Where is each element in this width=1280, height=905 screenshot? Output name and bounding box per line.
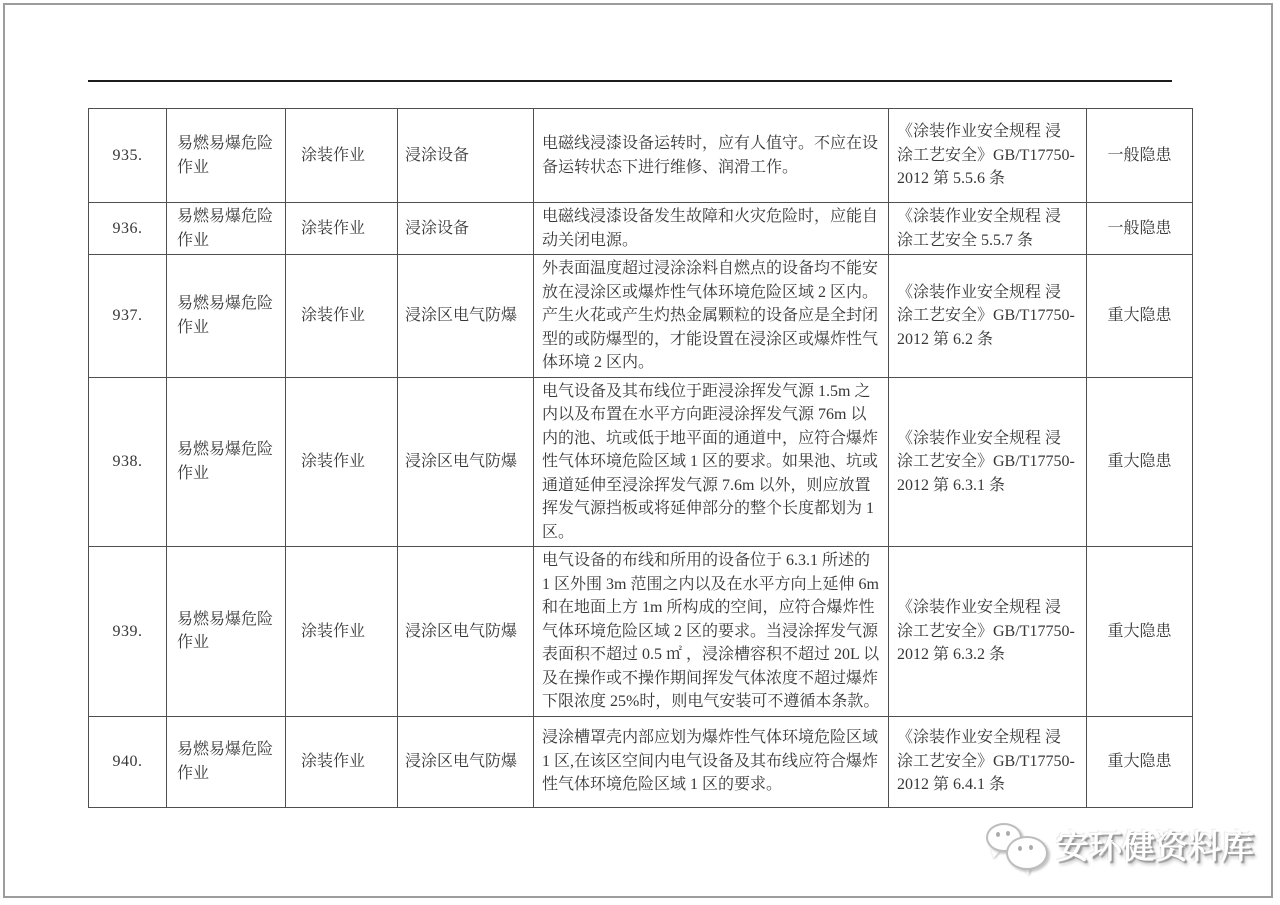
hazard-checklist-table — [88, 108, 1193, 808]
level-cell: 重大隐患 — [1087, 547, 1193, 717]
basis-cell: 《涂装作业安全规程 浸涂工艺安全》GB/T17750-2012 第 6.2 条 — [889, 255, 1087, 378]
item-cell: 浸涂区电气防爆 — [398, 547, 534, 717]
serial-cell: 940. — [89, 716, 167, 807]
serial-cell: 938. — [89, 377, 167, 547]
item-cell: 浸涂区电气防爆 — [398, 716, 534, 807]
item-cell: 浸涂设备 — [398, 203, 534, 255]
level-cell: 重大隐患 — [1087, 716, 1193, 807]
watermark-brand-text: 安环健资料库 — [1056, 827, 1254, 865]
operation-cell: 涂装作业 — [286, 547, 398, 717]
table-row — [89, 109, 1193, 203]
serial-cell: 937. — [89, 255, 167, 378]
operation-cell: 涂装作业 — [286, 109, 398, 203]
serial-cell: 936. — [89, 203, 167, 255]
description-cell: 电气设备的布线和所用的设备位于 6.3.1 所述的 1 区外围 3m 范围之内以及在水平方向上延伸 6m 和在地面上方 1m 所构成的空间，应符合爆炸性气体环境危险区域 2 区的要求。当浸涂挥发气源表面积不超过 0.5 ㎡ ，浸涂槽容积不超过 20L 以及在操作或不操作期间挥发气体浓度不超过爆炸下限浓度 25%时，则电气安装可不遵循本条款。 — [534, 547, 889, 717]
basis-cell: 《涂装作业安全规程 浸涂工艺安全》GB/T17750-2012 第 6.3.1 条 — [889, 377, 1087, 547]
item-cell: 浸涂区电气防爆 — [398, 255, 534, 378]
operation-cell: 涂装作业 — [286, 203, 398, 255]
basis-cell: 《涂装作业安全规程 浸涂工艺安全》GB/T17750-2012 第 6.3.2 条 — [889, 547, 1087, 717]
table-row — [89, 547, 1193, 717]
description-cell: 电气设备及其布线位于距浸涂挥发气源 1.5m 之内以及布置在水平方向距浸涂挥发气源 76m 以内的池、坑或低于地平面的通道中，应符合爆炸性气体环境危险区域 1 区的要求。如果池、坑或通道延伸至浸涂挥发气源 7.6m 以外，则应放置挥发气源挡板或将延伸部分的整个长度都划为 1 区。 — [534, 377, 889, 547]
table-row — [89, 255, 1193, 378]
description-cell: 浸涂槽罩壳内部应划为爆炸性气体环境危险区域 1 区,在该区空间内电气设备及其布线应符合爆炸性气体环境危险区域 1 区的要求。 — [534, 716, 889, 807]
item-cell: 浸涂设备 — [398, 109, 534, 203]
table-row — [89, 377, 1193, 547]
category-cell: 易燃易爆危险作业 — [167, 716, 286, 807]
description-cell: 电磁线浸漆设备发生故障和火灾危险时，应能自动关闭电源。 — [534, 203, 889, 255]
category-cell: 易燃易爆危险作业 — [167, 109, 286, 203]
level-cell: 一般隐患 — [1087, 109, 1193, 203]
level-cell: 一般隐患 — [1087, 203, 1193, 255]
serial-cell: 939. — [89, 547, 167, 717]
wechat-icon — [983, 820, 1047, 872]
table-row — [89, 716, 1193, 807]
table-row — [89, 203, 1193, 255]
level-cell: 重大隐患 — [1087, 377, 1193, 547]
operation-cell: 涂装作业 — [286, 377, 398, 547]
operation-cell: 涂装作业 — [286, 255, 398, 378]
header-rule — [88, 80, 1172, 82]
level-cell: 重大隐患 — [1087, 255, 1193, 378]
operation-cell: 涂装作业 — [286, 716, 398, 807]
item-cell: 浸涂区电气防爆 — [398, 377, 534, 547]
category-cell: 易燃易爆危险作业 — [167, 377, 286, 547]
category-cell: 易燃易爆危险作业 — [167, 547, 286, 717]
basis-cell: 《涂装作业安全规程 浸涂工艺安全 5.5.7 条 — [889, 203, 1087, 255]
category-cell: 易燃易爆危险作业 — [167, 203, 286, 255]
serial-cell: 935. — [89, 109, 167, 203]
basis-cell: 《涂装作业安全规程 浸涂工艺安全》GB/T17750-2012 第 5.5.6 条 — [889, 109, 1087, 203]
basis-cell: 《涂装作业安全规程 浸涂工艺安全》GB/T17750-2012 第 6.4.1 条 — [889, 716, 1087, 807]
description-cell: 外表面温度超过浸涂涂料自燃点的设备均不能安放在浸涂区或爆炸性气体环境危险区域 2 区内。产生火花或产生灼热金属颗粒的设备应是全封闭型的或防爆型的，才能设置在浸涂区或爆炸性气体环境 2 区内。 — [534, 255, 889, 378]
category-cell: 易燃易爆危险作业 — [167, 255, 286, 378]
watermark — [983, 820, 1254, 872]
description-cell: 电磁线浸漆设备运转时，应有人值守。不应在设备运转状态下进行维修、润滑工作。 — [534, 109, 889, 203]
